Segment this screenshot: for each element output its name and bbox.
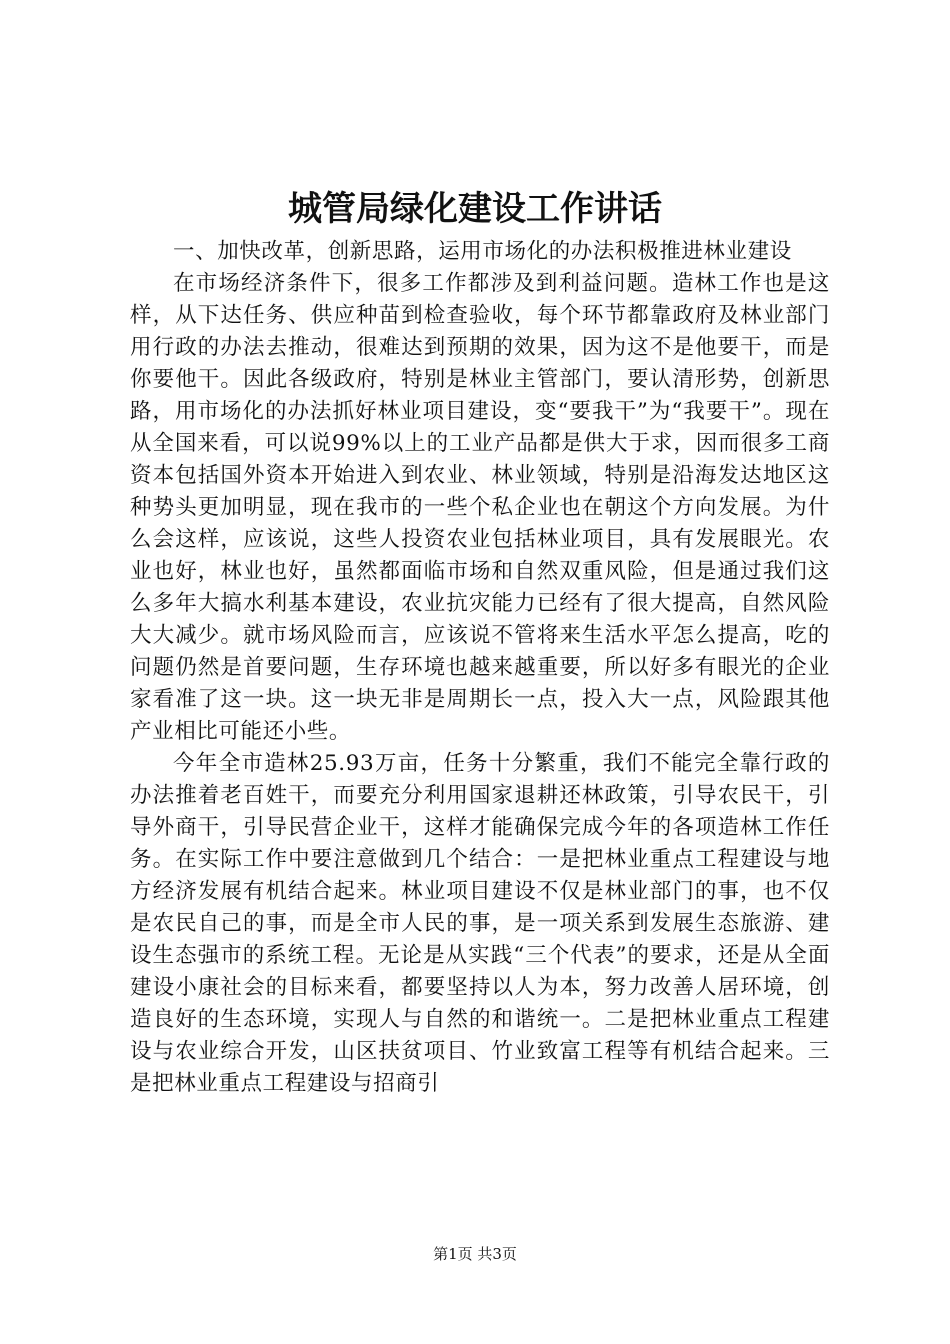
document-body bbox=[130, 236, 830, 1100]
body-paragraph: 今年全市造林25.93万亩，任务十分繁重，我们不能完全靠行政的办法推着老百姓干，而要充分利用国家退耕还林政策，引导农民干，引导外商干，引导民营企业干，这样才能确保完成今年的各项造林工作任务。在实际工作中要注意做到几个结合：一是把林业重点工程建设与地方经济发展有机结合起来。林业项目建设不仅是林业部门的事，也不仅是农民自己的事，而是全市人民的事，是一项关系到发展生态旅游、建设生态强市的系统工程。无论是从实践“三个代表”的要求，还是从全面建设小康社会的目标来看，都要坚持以人为本，努力改善人居环境，创造良好的生态环境，实现人与自然的和谐统一。二是把林业重点工程建设与农业综合开发，山区扶贫项目、竹业致富工程等有机结合起来。三是把林业重点工程建设与招商引 bbox=[130, 751, 830, 1096]
body-paragraph: 在市场经济条件下，很多工作都涉及到利益问题。造林工作也是这样，从下达任务、供应种苗到检查验收，每个环节都靠政府及林业部门用行政的办法去推动，很难达到预期的效果，因为这不是他要干，而是你要他干。因此各级政府，特别是林业主管部门，要认清形势，创新思路，用市场化的办法抓好林业项目建设，变“要我干”为“我要干”。现在从全国来看，可以说99%以上的工业产品都是供大于求，因而很多工商资本包括国外资本开始进入到农业、林业领域，特别是沿海发达地区这种势头更加明显，现在我市的一些个私企业也在朝这个方向发展。为什么会这样，应该说，这些人投资农业包括林业项目，具有发展眼光。农业也好，林业也好，虽然都面临市场和自然双重风险，但是通过我们这么多年大搞水利基本建设，农业抗灾能力已经有了很大提高，自然风险大大减少。就市场风险而言，应该说不管将来生活水平怎么提高，吃的问题仍然是首要问题，生存环境也越来越重要，所以好多有眼光的企业家看准了这一块。这一块无非是周期长一点，投入大一点，风险跟其他产业相比可能还小些。 bbox=[130, 271, 830, 744]
page-footer: 第1页 共3页 bbox=[433, 1245, 517, 1263]
section-heading: 一、加快改革，创新思路，运用市场化的办法积极推进林业建设 bbox=[173, 239, 792, 264]
document-title: 城管局绿化建设工作讲话 bbox=[288, 189, 662, 229]
